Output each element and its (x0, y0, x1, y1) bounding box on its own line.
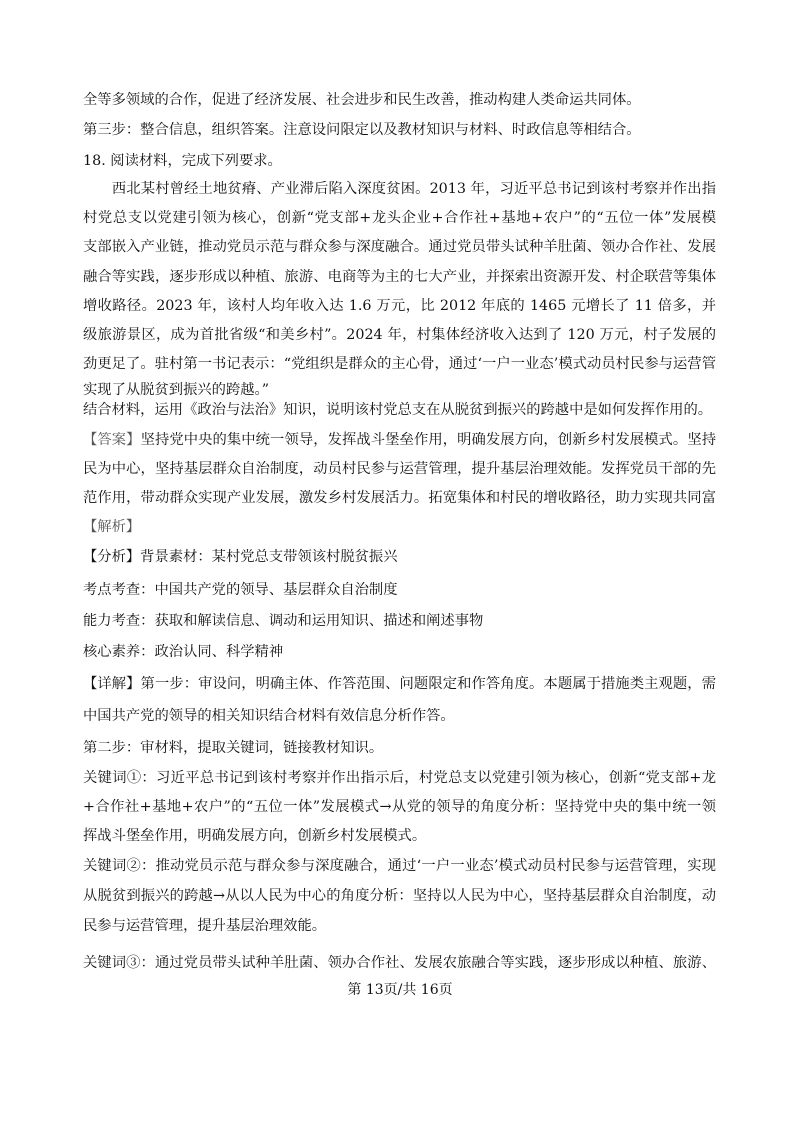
line-text: 西北某村曾经土地贫瘠、产业滞后陷入深度贫困。2013 年，习近平总书记到该村考察并作出指 (111, 181, 716, 197)
line-text: 关键词①：习近平总书记到该村考察并作出指示后，村党总支以党建引领为核心，创新“党支部+龙 (83, 770, 716, 786)
text-line (83, 151, 716, 171)
line-text: 民为中心，坚持基层群众自治制度，动员村民参与运营管理，提升基层治理效能。发挥党员干部的先 (83, 461, 716, 477)
text-line (83, 488, 716, 508)
line-text: 挥战斗堡垒作用，明确发展方向，创新乡村发展模式。 (83, 828, 427, 844)
text-line (83, 826, 716, 846)
text-line (83, 179, 716, 199)
line-text: 民参与运营管理，提升基层治理效能。 (83, 918, 327, 934)
text-line (83, 208, 716, 228)
text-line (83, 768, 716, 788)
line-text: 关键词③：通过党员带头试种羊肚菌、领办合作社、发展农旅融合等实践，逐步形成以种植、旅游、 (83, 955, 716, 971)
text-line (83, 916, 716, 936)
text-line (83, 354, 716, 374)
section-label: 【答案】 (83, 432, 141, 448)
line-text: 从脱贫到振兴的跨越→从以人民为中心的角度分析：坚持以人民为中心，坚持基层群众自治制度，动 (83, 888, 716, 904)
text-line (83, 611, 716, 631)
line-text: 级旅游景区，成为首批省级“和美乡村”。2024 年，村集体经济收入达到了 120 万元，村子发展的 (83, 327, 716, 343)
text-line (83, 856, 716, 876)
text-line (83, 738, 716, 758)
text-line (83, 517, 716, 537)
text-line (83, 237, 716, 257)
page-number: 第 13页/共 16页 (347, 982, 453, 998)
text-line (83, 459, 716, 479)
line-text: +合作社+基地+农户”的“五位一体”发展模式→从党的领导的角度分析：坚持党中央的集中统一领 (83, 799, 716, 815)
text-line (83, 400, 716, 420)
text-line (83, 547, 716, 567)
line-text: 关键词②：推动党员示范与群众参与深度融合，通过‘一户一业态’模式动员村民参与运营管理，实现 (83, 858, 716, 874)
line-text: 核心素养：政治认同、科学精神 (83, 644, 284, 660)
line-text: 第三步：整合信息，组织答案。注意设问限定以及教材知识与材料、时政信息等相结合。 (83, 122, 641, 138)
text-line (83, 886, 716, 906)
line-text: 【详解】第一步：审设问，明确主体、作答范围、问题限定和作答角度。本题属于措施类主观题，需 (83, 676, 716, 692)
text-line (83, 953, 716, 973)
line-text: 支部嵌入产业链，推动党员示范与群众参与深度融合。通过党员带头试种羊肚菌、领办合作社、发展 (83, 239, 716, 255)
line-text: 实现了从脱贫到振兴的跨越。” (83, 382, 270, 398)
line-text: 考点考查：中国共产党的领导、基层群众自治制度 (83, 582, 398, 598)
line-text: 【分析】背景素材：某村党总支带领该村脱贫振兴 (83, 549, 398, 565)
text-line (83, 797, 716, 817)
line-text: 中国共产党的领导的相关知识结合材料有效信息分析作答。 (83, 708, 455, 724)
text-line (83, 430, 716, 450)
line-text: 劲更足了。驻村第一书记表示：“党组织是群众的主心骨，通过‘一户一业态’模式动员村民参与运营管 (83, 356, 716, 372)
text-line (83, 296, 716, 316)
text-line (83, 120, 716, 140)
line-text: 范作用，带动群众实现产业发展，激发乡村发展活力。拓宽集体和村民的增收路径，助力实现共同富 (83, 490, 716, 506)
line-text: 第二步：审材料，提取关键词，链接教材知识。 (83, 740, 384, 756)
text-line (83, 580, 716, 600)
line-text: 融合等实践，逐步形成以种植、旅游、电商等为主的七大产业，并探索出资源开发、村企联营等集体 (83, 269, 716, 285)
line-text: 增收路径。2023 年，该村人均年收入达 1.6 万元，比 2012 年底的 1465 元增长了 11 倍多，并 (83, 298, 716, 314)
line-text: 能力考查：获取和解读信息、调动和运用知识、描述和阐述事物 (83, 613, 484, 629)
line-text: 坚持党中央的集中统一领导，发挥战斗堡垒作用，明确发展方向，创新乡村发展模式。坚持 (140, 432, 716, 448)
text-line (83, 674, 716, 694)
text-line (83, 325, 716, 345)
line-text: 结合材料，运用《政治与法治》知识，说明该村党总支在从脱贫到振兴的跨越中是如何发挥作用的。 (83, 402, 713, 418)
line-text: 18. 阅读材料，完成下列要求。 (83, 153, 282, 169)
line-text: 村党总支以党建引领为核心，创新“党支部+龙头企业+合作社+基地+农户”的“五位一体”发展模 (83, 210, 716, 226)
text-line (83, 642, 716, 662)
text-line (83, 706, 716, 726)
text-line (83, 90, 716, 110)
text-line (83, 380, 716, 400)
text-line (83, 267, 716, 287)
line-text: 全等多领域的合作，促进了经济发展、社会进步和民生改善，推动构建人类命运共同体。 (83, 92, 641, 108)
section-label: 【解析】 (83, 519, 141, 535)
